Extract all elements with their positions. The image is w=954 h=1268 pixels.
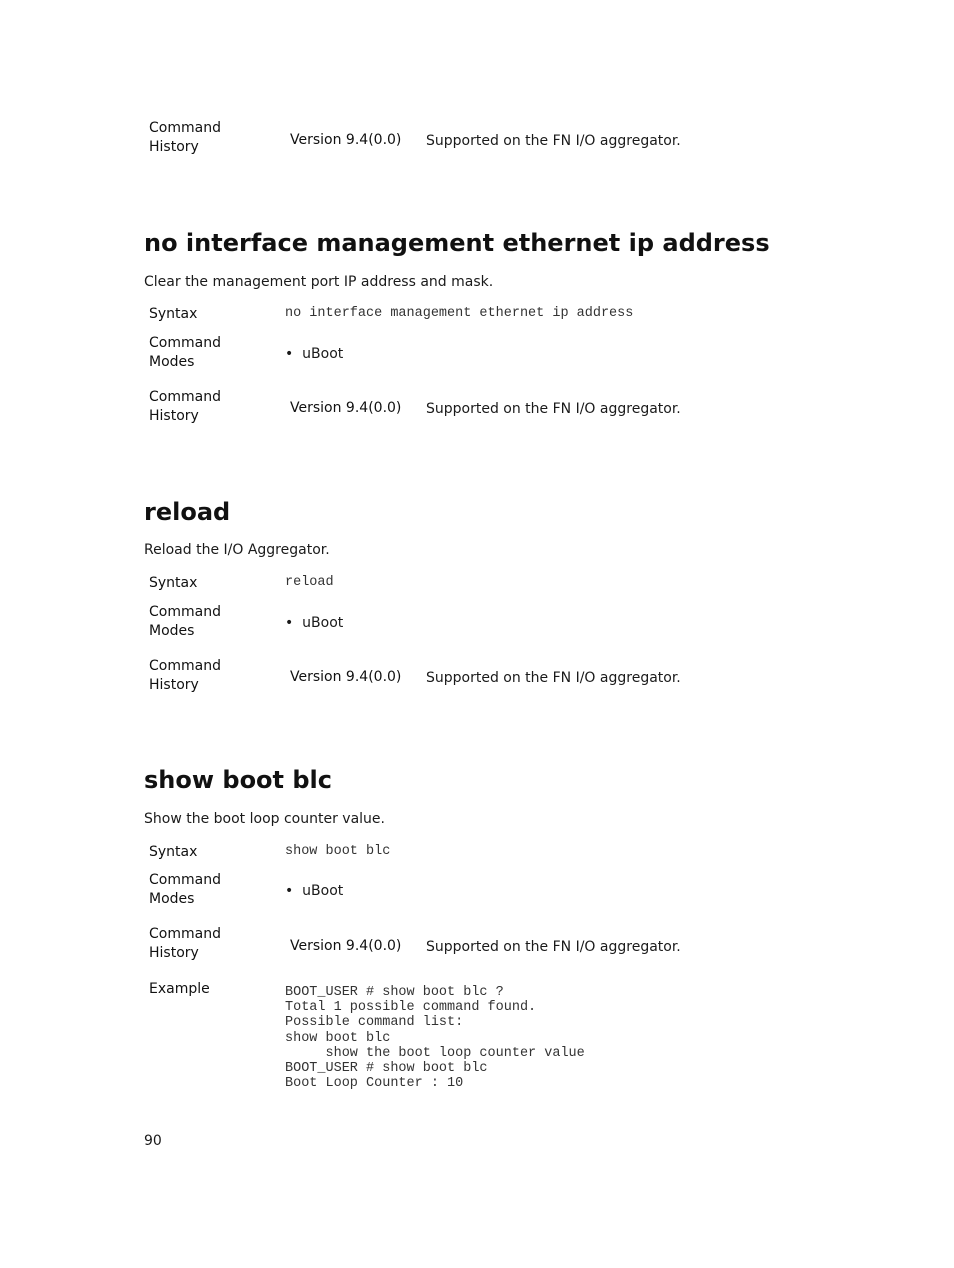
section-title: show boot blc (144, 766, 333, 794)
history-description: Supported on the FN I/O aggregator. (426, 670, 681, 686)
history-version: Version 9.4(0.0) (290, 400, 402, 416)
syntax-code: reload (285, 575, 334, 590)
history-description: Supported on the FN I/O aggregator. (426, 133, 681, 149)
syntax-label: Syntax (149, 844, 198, 860)
history-description: Supported on the FN I/O aggregator. (426, 401, 681, 417)
mode-list-item: • uBoot (285, 883, 344, 899)
command-history-label: Command History (149, 389, 221, 424)
command-modes-label: Command Modes (149, 335, 221, 370)
section-summary: Clear the management port IP address and mask. (144, 274, 494, 290)
mode-list-item: • uBoot (285, 346, 344, 362)
command-history-label: Command History (149, 926, 221, 961)
command-history-label: Command History (149, 120, 221, 155)
history-description: Supported on the FN I/O aggregator. (426, 939, 681, 955)
history-version: Version 9.4(0.0) (290, 669, 402, 685)
syntax-code: no interface management ethernet ip address (285, 306, 634, 321)
syntax-label: Syntax (149, 306, 198, 322)
bullet-icon: • (285, 346, 294, 362)
mode-list-item: • uBoot (285, 615, 344, 631)
example-code: BOOT_USER # show boot blc ? Total 1 possible command found. Possible command list: show boot blc show the boot loop counter value BOOT_USER # show boot blc Boot Loop Counter : 10 (285, 985, 585, 1092)
bullet-icon: • (285, 883, 294, 899)
section-title: no interface management ethernet ip address (144, 229, 770, 257)
syntax-code: show boot blc (285, 844, 391, 859)
command-history-label: Command History (149, 658, 221, 693)
history-version: Version 9.4(0.0) (290, 132, 402, 148)
command-modes-label: Command Modes (149, 604, 221, 639)
example-label: Example (149, 981, 210, 997)
section-summary: Reload the I/O Aggregator. (144, 542, 330, 558)
history-version: Version 9.4(0.0) (290, 938, 402, 954)
page-number: 90 (144, 1133, 162, 1149)
syntax-label: Syntax (149, 575, 198, 591)
section-summary: Show the boot loop counter value. (144, 811, 385, 827)
command-modes-label: Command Modes (149, 872, 221, 907)
section-title: reload (144, 498, 231, 526)
bullet-icon: • (285, 615, 294, 631)
